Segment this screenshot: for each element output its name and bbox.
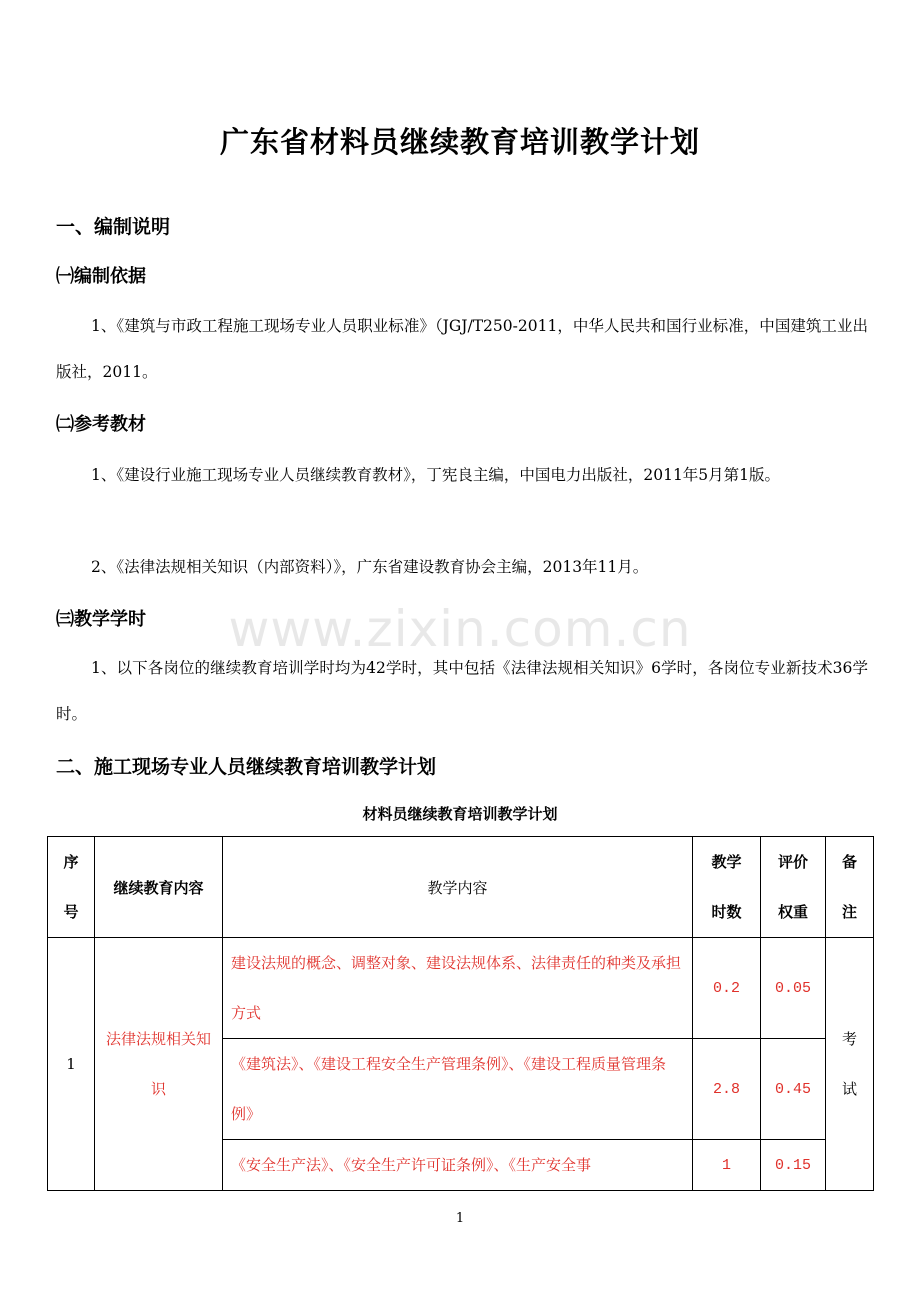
- header-hours-line1: 教学: [711, 853, 742, 871]
- cell-hours: 1: [693, 1140, 761, 1191]
- header-weight: [761, 837, 826, 938]
- section-heading-2: 二、施工现场专业人员继续教育培训教学计划: [56, 756, 437, 778]
- cell-hours: 0.2: [693, 938, 761, 1039]
- header-note: [826, 837, 874, 938]
- cell-content: 《安全生产法》、《安全生产许可证条例》、《生产安全事: [223, 1140, 693, 1191]
- header-note-line2: 注: [841, 903, 857, 921]
- header-hours: [693, 837, 761, 938]
- page-number: 1: [455, 1211, 465, 1226]
- paragraph-materials-1: 1、《建设行业施工现场专业人员继续教育教材》，丁宪良主编，中国电力出版社，2011年5月第1版。: [91, 466, 781, 484]
- cell-weight: 0.45: [761, 1039, 826, 1140]
- header-seq-line1: 序: [63, 853, 79, 871]
- paragraph-basis-1: 1、《建筑与市政工程施工现场专业人员职业标准》（JGJ/T250-2011，中华人民共和国行业标准，中国建筑工业出版社，2011。: [56, 317, 868, 381]
- table-header-row: [48, 837, 874, 938]
- section-heading-1: 一、编制说明: [56, 216, 171, 238]
- header-weight-line2: 权重: [777, 903, 808, 921]
- cell-seq: 1: [48, 938, 95, 1191]
- subsection-heading-materials: ㈡参考教材: [56, 414, 146, 435]
- table-row: [48, 938, 874, 1039]
- header-weight-line1: 评价: [777, 853, 808, 871]
- paragraph-materials-2: 2、《法律法规相关知识（内部资料）》，广东省建设教育协会主编，2013年11月。: [91, 558, 649, 576]
- note-line1: 考: [841, 1030, 857, 1048]
- cell-weight: 0.05: [761, 938, 826, 1039]
- subsection-heading-basis: ㈠编制依据: [56, 266, 146, 287]
- cell-hours: 2.8: [693, 1039, 761, 1140]
- table-caption: 材料员继续教育培训教学计划: [362, 805, 558, 823]
- header-topic: 继续教育内容: [95, 837, 223, 938]
- training-plan-table: [47, 836, 874, 1191]
- cell-weight: 0.15: [761, 1140, 826, 1191]
- cell-note: [826, 938, 874, 1191]
- paragraph-hours-1: 1、以下各岗位的继续教育培训学时均为42学时，其中包括《法律法规相关知识》6学时，各岗位专业新技术36学时。: [56, 659, 868, 723]
- cell-topic: 法律法规相关知识: [95, 938, 223, 1191]
- header-note-line1: 备: [841, 853, 857, 871]
- header-content: 教学内容: [223, 837, 693, 938]
- document-title: 广东省材料员继续教育培训教学计划: [219, 125, 700, 159]
- note-line2: 试: [841, 1080, 857, 1098]
- subsection-heading-hours: ㈢教学学时: [56, 609, 146, 630]
- cell-content: 建设法规的概念、调整对象、建设法规体系、法律责任的种类及承担方式: [223, 938, 693, 1039]
- header-seq-line2: 号: [63, 903, 79, 921]
- header-hours-line2: 时数: [711, 903, 742, 921]
- watermark: www.zixin.com.cn: [228, 600, 692, 658]
- header-seq: [48, 837, 95, 938]
- cell-content: 《建筑法》、《建设工程安全生产管理条例》、《建设工程质量管理条例》: [223, 1039, 693, 1140]
